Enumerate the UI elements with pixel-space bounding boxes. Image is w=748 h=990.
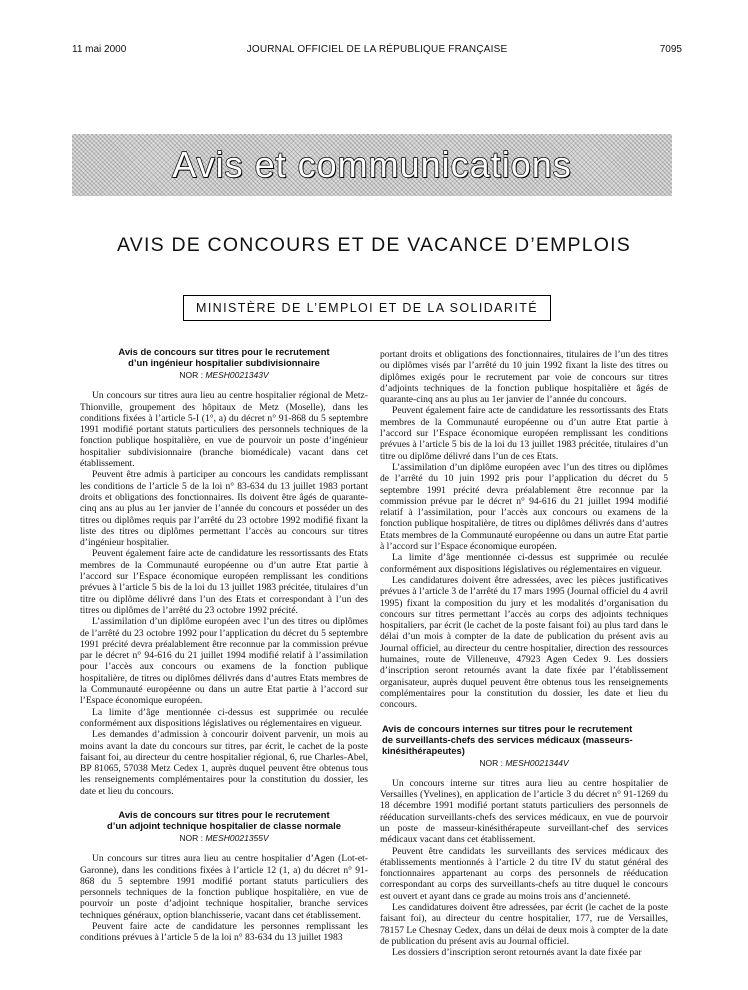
paragraph: La limite d’âge mentionnée ci-dessus est supprimée ou reculée conformément aux dispositions législatives ou réglementaires en vigueur.	[380, 552, 668, 575]
ministry-name: MINISTÈRE DE L’EMPLOI ET DE LA SOLIDARITÉ	[196, 301, 538, 315]
section-title: AVIS DE CONCOURS ET DE VACANCE D’EMPLOIS	[117, 234, 631, 256]
paragraph: Les candidatures doivent être adressées, par écrit (le cachet de la poste faisant foi), au directeur du centre hospitalier, 177, rue de Versailles, 78157 Le Chesnay Cedex, dans un délai de deux mois à compter de la date de publication du présent avis au Journal officiel.	[380, 902, 668, 947]
paragraph: L’assimilation d’un diplôme européen avec l’un des titres ou diplômes de l’arrêté du 10 juin 1992 pris pour l’application du décret du 5 septembre 1991 précité devra préalablement être reconnue par la commission prévue par le décret n° 94-616 du 21 juillet 1994 modifié relatif à l’assimilation, pour l’accès aux concours ou examens de la fonction publique hospitalière, de titres ou diplômes délivrés dans d’autres Etats membres de la Communauté européenne ou dans un autre Etat partie à l’accord sur l’Espace économique européen.	[380, 461, 668, 553]
journal-title: JOURNAL OFFICIEL DE LA RÉPUBLIQUE FRANÇAISE	[246, 44, 508, 55]
article-1-nor: NOR : MESH0021343V	[179, 370, 269, 380]
paragraph: Peuvent être admis à participer au concours les candidats remplissant les conditions de l’article 5 de la loi n° 83-634 du 13 juillet 1983 portant droits et obligations des fonctionnaires. Ils doivent être âgés de quarante-cinq ans au plus au 1er janvier de l’année du concours et posséder un des titres ou diplômes requis par l’arrêté du 23 octobre 1992 modifié fixant la liste des titres ou diplômes permettant l’accès au concours sur titres d’ingénieur hospitalier.	[80, 469, 368, 549]
page-header	[72, 44, 682, 58]
paragraph: Les dossiers d’inscription seront retournés avant la date fixée par	[392, 947, 642, 959]
paragraph: L’assimilation d’un diplôme européen avec l’un des titres ou diplômes de l’arrêté du 23 octobre 1992 pour l’application du décret du 5 septembre 1991 précité devra préalablement être reconnue par la commission prévue par le décret n° 94-616 du 21 juillet 1994 modifié relatif à l’assimilation pour l’accès aux concours ou examens de la fonction publique hospitalière, de titres ou diplômes délivrés dans d’autres Etats membres de la Communauté européenne ou dans un autre Etat partie à l’accord sur l’Espace économique européen.	[80, 616, 368, 707]
paragraph: Peuvent être candidats les surveillants des services médicaux des établissements mentionnés à l’article 2 du titre IV du statut général des fonctionnaires appartenant au corps des personnels de rééducation correspondant au corps des surveillants-chefs au titre duquel le concours est ouvert et ayant dans ce grade au moins trois ans d’ancienneté.	[380, 845, 668, 902]
paragraph: Peuvent également faire acte de candidature les ressortissants des Etats membres de la Communauté européenne ou d’un autre Etat partie à l’accord sur l’Espace économique européen remplissant les conditions prévues à l’article 5 bis de la loi du 13 juillet 1983 précitée, titulaires d’un titre ou diplôme délivré dans l’un de ces Etats.	[380, 405, 668, 462]
left-column	[80, 346, 368, 944]
article-1-title: Avis de concours sur titres pour le recrutement d’un ingénieur hospitalier subdivisionnaire	[118, 346, 330, 368]
page-number: 7095	[659, 44, 682, 55]
article-2-nor: NOR : MESH0021355V	[179, 832, 269, 843]
article-2-title: Avis de concours sur titres pour le recrutement d’un adjoint technique hospitalier de classe normale	[107, 808, 341, 831]
paragraph: Peuvent également faire acte de candidature les ressortissants des Etats membres de la Communauté européenne ou d’un autre Etat partie à l’accord sur l’Espace économique européen remplissant les conditions prévues à l’article 5 bis de la loi du 13 juillet 1983 précitée, titulaires d’un titre ou diplôme délivré dans l’un des Etats et correspondant à l’un des titres ou diplômes de l’arrêté du 23 octobre 1992 précité.	[80, 548, 368, 616]
ministry-box	[183, 295, 551, 321]
header-date: 11 mai 2000	[72, 44, 127, 55]
section-banner	[72, 134, 672, 196]
paragraph: Peuvent faire acte de candidature les personnes remplissant les conditions prévues à l’article 5 de la loi n° 83-634 du 13 juillet 1983	[80, 921, 368, 944]
paragraph: Les demandes d’admission à concourir doivent parvenir, un mois au moins avant la date du concours sur titres, par écrit, le cachet de la poste faisant foi, au directeur du centre hospitalier régional, 6, rue Charles-Abel, BP 81065, 57038 Metz Cedex 1, auprès duquel peuvent être obtenus tous les renseignements complémentaires pour la constitution du dossier, les date et lieu du concours.	[80, 729, 368, 797]
banner-title: Avis et communications	[172, 144, 572, 185]
paragraph: Un concours sur titres aura lieu au centre hospitalier régional de Metz-Thionville, groupement des hôpitaux de Metz (Moselle), dans les conditions fixées à l’article 5-I (1°, a) du décret n° 91-868 du 5 septembre 1991 modifié portant statuts particuliers des personnels techniques de la fonction publique hospitalière, en vue de pourvoir un poste d’ingénieur hospitalier subdivisionnaire (branche biomédicale) vacant dans cet établissement.	[80, 390, 368, 470]
paragraph: Un concours sur titres aura lieu au centre hospitalier d’Agen (Lot-et-Garonne), dans les conditions fixées à l’article 12 (1, a) du décret n° 91-868 du 5 septembre 1991 modifié portant statuts particuliers des personnels techniques de la fonction publique hospitalière, en vue de pourvoir un poste d’adjoint technique hospitalier, branche services techniques généraux, option blanchisserie, vacant dans cet établissement.	[80, 853, 368, 921]
article-3-title: Avis de concours internes sur titres pour le recrutement de surveillants-chefs des services médicaux (masseurs- kinésithérapeutes)	[382, 722, 633, 756]
paragraph: Un concours interne sur titres aura lieu au centre hospitalier de Versailles (Yvelines), en application de l’article 3 du décret n° 91-1269 du 18 décembre 1991 modifié portant statuts particuliers des personnels de rééducation surveillants-chefs des services médicaux, en vue de pourvoir un poste de masseur-kinésithérapeute surveillant-chef des services médicaux vacant dans cet établissement.	[380, 777, 668, 846]
right-column	[380, 349, 668, 959]
paragraph: Les candidatures doivent être adressées, avec les pièces justificatives prévues à l’article 3 de l’arrêté du 17 mars 1995 (Journal officiel du 4 avril 1995) fixant la composition du jury et les modalités d’organisation du concours sur titres permettant l’accès au corps des adjoints techniques hospitaliers, par écrit (le cachet de la poste faisant foi) au plus tard dans le délai d’un mois à compter de la date de publication du présent avis au Journal officiel, au directeur du centre hospitalier, direction des ressources humaines, route de Villeneuve, 47923 Agen Cedex 9. Les dossiers d’inscription seront retournés avant la date fixée par l’établissement organisateur, auprès duquel peuvent être obtenus tous les renseignements complémentaires pour la constitution du dossier, les date et lieu du concours.	[380, 574, 668, 711]
paragraph: La limite d’âge mentionnée ci-dessus est supprimée ou reculée conformément aux dispositions législatives ou réglementaires en vigueur.	[80, 706, 368, 729]
article-3-nor: NOR : MESH0021344V	[479, 757, 569, 768]
paragraph: portant droits et obligations des fonctionnaires, titulaires de l’un des titres ou diplômes visés par l’arrêté du 10 juin 1992 fixant la liste des titres ou diplômes exigés pour le recrutement par voie de concours sur titres d’adjoints techniques de la fonction publique hospitalière et âgés de quarante-cinq ans au plus au 1er janvier de l’année du concours.	[380, 349, 668, 406]
